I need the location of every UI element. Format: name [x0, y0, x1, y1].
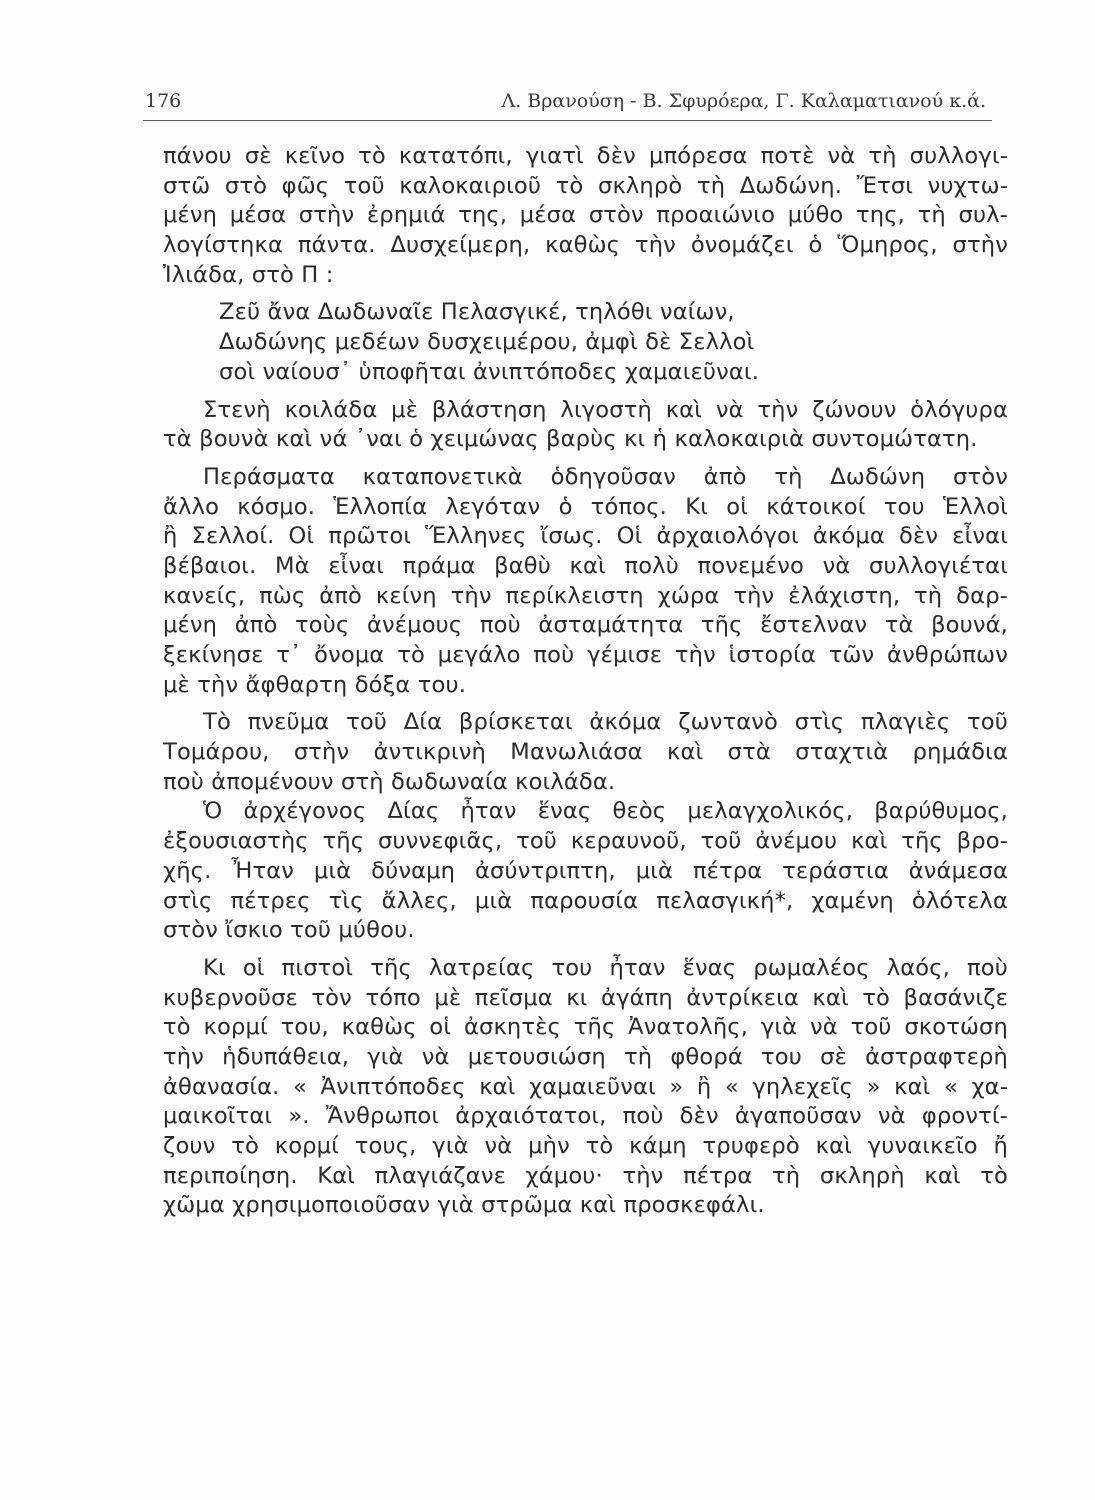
text-line: Περάσματα καταπονετικὰ ὁδηγοῦσαν ἀπὸ τὴ Δωδώνη στὸν	[203, 463, 1008, 490]
page-number: 176	[145, 90, 182, 112]
text-line: τὸ κορμί του, καθὼς οἱ ἀσκητὲς τῆς Ἀνατολῆς, γιὰ νὰ τοῦ σκοτώση	[163, 1014, 1008, 1041]
verse-line: Δωδώνης μεδέων δυσχειμέρου, ἀμφὶ δὲ Σελλοὶ	[219, 329, 755, 356]
text-line: ποὺ ἀπομένουν στὴ δωδωναία κοιλάδα.	[163, 768, 616, 795]
text-line: μαικοῖται ». Ἄνθρωποι ἀρχαιότατοι, ποὺ δὲν ἀγαποῦσαν νὰ φροντί-	[163, 1103, 1008, 1130]
text-line: στῶ στὸ φῶς τοῦ καλοκαιριοῦ τὸ σκληρὸ τὴ Δωδώνη. Ἔτσι νυχτω-	[163, 172, 1008, 199]
text-line: μένη μέσα στὴν ἐρημιά της, μέσα στὸν προαιώνιο μύθο της, τὴ συλ-	[163, 202, 1008, 229]
text-line: στὸν ἴσκιο τοῦ μύθου.	[163, 917, 415, 944]
text-line: ξεκίνησε τ᾿ ὄνομα τὸ μεγάλο ποὺ γέμισε τὴν ἱστορία τῶν ἀνθρώπων	[163, 642, 1008, 668]
text-line: ἀθανασία. « Ἀνιπτόποδες καὶ χαμαιεῦναι » ἢ « γηλεχεῖς » καὶ « χα-	[163, 1073, 1008, 1100]
text-line: κανείς, πὼς ἀπὸ κείνη τὴν περίκλειστη χώρα τὴν ἐλάχιστη, τὴ δαρ-	[163, 582, 1008, 609]
text-line: Στενὴ κοιλάδα μὲ βλάστηση λιγοστὴ καὶ νὰ τὴν ζώνουν ὁλόγυρα	[203, 396, 1008, 423]
text-line: κυβερνοῦσε τὸν τόπο μὲ πεῖσμα κι ἀγάπη ἀντρίκεια καὶ τὸ βασάνιζε	[163, 984, 1008, 1011]
text-line: μὲ τὴν ἄφθαρτη δόξα του.	[163, 671, 467, 698]
text-line: ζουν τὸ κορμί τους, γιὰ νὰ μὴν τὸ κάμη τρυφερὸ καὶ γυναικεῖο ἤ	[163, 1133, 1008, 1159]
text-line: τὰ βουνὰ καὶ νά ᾿ναι ὁ χειμώνας βαρὺς κι ἡ καλοκαιριὰ συντομώτατη.	[163, 426, 978, 453]
body-text	[163, 142, 1008, 1221]
text-line: λογίστηκα πάντα. Δυσχείμερη, καθὼς τὴν ὀνομάζει ὁ Ὅμηρος, στὴν	[163, 232, 1008, 259]
text-line: χῆς. Ἦταν μιὰ δύναμη ἀσύντριπτη, μιὰ πέτρα τεράστια ἀνάμεσα	[163, 857, 1008, 884]
text-line: Τὸ πνεῦμα τοῦ Δία βρίσκεται ἀκόμα ζωντανὸ στὶς πλαγιὲς τοῦ	[203, 709, 1008, 736]
text-line: Ὁ ἀρχέγονος Δίας ἦταν ἕνας θεὸς μελαγχολικός, βαρύθυμος,	[203, 798, 1008, 825]
verse-line: σοὶ ναίουσ᾿ ὑποφῆται ἀνιπτόποδες χαμαιεῦναι.	[219, 358, 760, 385]
text-line: χῶμα χρησιμοποιοῦσαν γιὰ στρῶμα καὶ προσκεφάλι.	[163, 1192, 765, 1219]
text-line: Τομάρου, στὴν ἀντικρινὴ Μανωλιάσα καὶ στὰ σταχτιὰ ρημάδια	[163, 739, 1008, 766]
text-line: μένη ἀπὸ τοὺς ἀνέμους ποὺ ἀσταμάτητα τῆς ἔστελναν τὰ βουνά,	[163, 612, 1008, 639]
text-line: στὶς πέτρες τὶς ἄλλες, μιὰ παρουσία πελασγική*, χαμένη ὁλότελα	[163, 887, 1008, 914]
text-line: Κι οἱ πιστοὶ τῆς λατρείας του ἦταν ἕνας ρωμαλέος λαός, ποὺ	[203, 954, 1008, 981]
text-line: τὴν ἡδυπάθεια, γιὰ νὰ μετουσιώση τὴ φθορά του σὲ ἀστραφτερὴ	[163, 1043, 1008, 1070]
running-head	[143, 86, 992, 121]
text-line: ἄλλο κόσμο. Ἑλλοπία λεγόταν ὁ τόπος. Κι οἱ κάτοικοί του Ἑλλοὶ	[163, 493, 1008, 520]
text-line: βέβαιοι. Μὰ εἶναι πράμα βαθὺ καὶ πολὺ πονεμένο νὰ συλλογιέται	[163, 552, 1008, 579]
text-line: Ἰλιάδα, στὸ Π :	[163, 261, 334, 288]
text-line: πάνου σὲ κεῖνο τὸ κατατόπι, γιατὶ δὲν μπόρεσα ποτὲ νὰ τὴ συλλογι-	[163, 143, 1008, 169]
text-line: ἢ Σελλοί. Οἱ πρῶτοι Ἕλληνες ἴσως. Οἱ ἀρχαιολόγοι ἀκόμα δὲν εἶναι	[163, 523, 1008, 550]
text-line: περιποίηση. Καὶ πλαγιάζανε χάμου· τὴν πέτρα τὴ σκληρὴ καὶ τὸ	[163, 1162, 1008, 1189]
text-line: ἐξουσιαστὴς τῆς συννεφιᾶς, τοῦ κεραυνοῦ, τοῦ ἀνέμου καὶ τῆς βρο-	[163, 828, 1008, 855]
running-title: Λ. Βρανούση - Β. Σφυρόερα, Γ. Καλαματιανού κ.ά.	[501, 90, 986, 112]
verse-line: Ζεῦ ἄνα Δωδωναῖε Πελασγικέ, τηλόθι ναίων,	[219, 299, 735, 326]
